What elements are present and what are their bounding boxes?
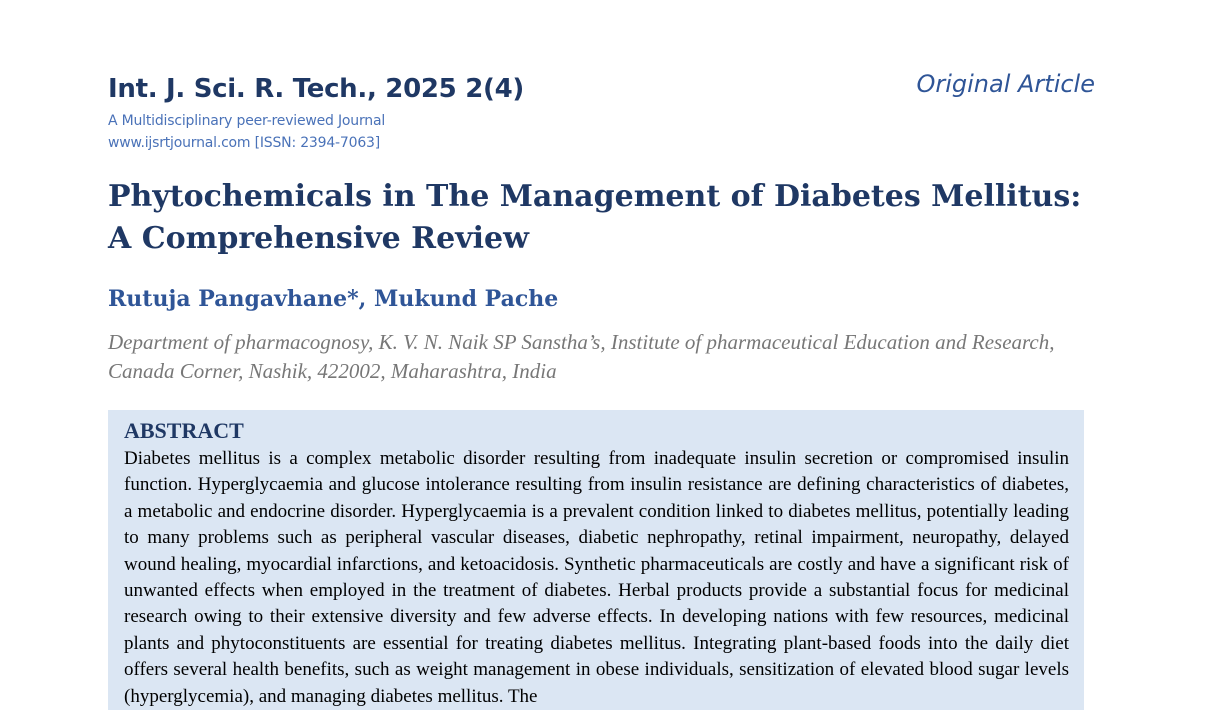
article-type: Original Article — [916, 70, 1095, 98]
affiliation: Department of pharmacognosy, K. V. N. Naik SP Sanstha’s, Institute of pharmaceutical Education and Research, Canada Corner, Nashik, 422002, Maharashtra, India — [108, 330, 1055, 383]
abstract-heading: ABSTRACT — [124, 418, 244, 443]
abstract-text: Diabetes mellitus is a complex metabolic disorder resulting from inadequate insulin secretion or compromised insulin function. Hyperglycaemia and glucose intolerance resulting from insulin resistance are defining characteristics of diabetes, a metabolic and endocrine disorder. Hyperglycaemia is a prevalent condition linked to diabetes mellitus, potentially leading to many problems such as peripheral vascular diseases, diabetic nephropathy, retinal impairment, neuropathy, delayed wound healing, myocardial infarctions, and ketoacidosis. Synthetic pharmaceuticals are costly and have a significant risk of unwanted effects when employed in the treatment of diabetes. Herbal products provide a substantial focus for medicinal research owing to their extensive diversity and few adverse effects. In developing nations with few resources, medicinal plants and phytoconstituents are essential for treating diabetes mellitus. Integrating plant-based foods into the daily diet offers several health benefits, such as weight management in obese individuals, sensitization of elevated blood sugar levels (hyperglycemia), and managing diabetes mellitus. The — [124, 448, 1069, 707]
journal-subtitle: A Multidisciplinary peer-reviewed Journal — [108, 113, 386, 129]
abstract-box — [108, 410, 1084, 710]
authors: Rutuja Pangavhane*, Mukund Pache — [108, 286, 559, 312]
journal-title: Int. J. Sci. R. Tech., 2025 2(4) — [108, 74, 524, 104]
journal-url-issn: www.ijsrtjournal.com [ISSN: 2394-7063] — [108, 135, 380, 151]
paper-title: Phytochemicals in The Management of Diabetes Mellitus: A Comprehensive Review — [108, 179, 1082, 256]
